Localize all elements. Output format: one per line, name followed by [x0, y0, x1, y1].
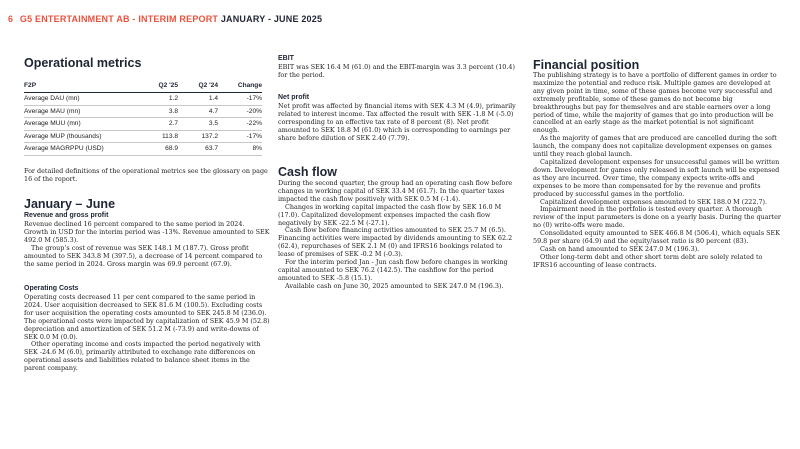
financial-position-section [533, 72, 781, 270]
operating-costs-paragraph: Other operating income and costs impacted the period negatively with SEK -24.6 M (6.0), primarily attributed to exchange rate differences on operational assets and liabilities related to balance sheet items in the parent company. [24, 340, 261, 373]
metric-name: Average DAU (mn) [24, 93, 136, 106]
metric-change: -22% [218, 118, 262, 131]
metric-name: Average MAGRPPU (USD) [24, 143, 136, 156]
ebit-paragraph: EBIT was SEK 16.4 M (61.0) and the EBIT-margin was 3.3 percent (10.4) for the period. [278, 63, 515, 79]
metric-name: Average MUP (thousands) [24, 130, 136, 143]
metric-value: 113.8 [136, 130, 178, 143]
column-header: Change [218, 81, 262, 93]
table-row [24, 93, 262, 106]
cash-flow-paragraph: For the interim period Jan - Jun cash flow before changes in working capital amounted to SEK 76.2 (142.5). The cashflow for the period amounted to SEK -5.8 (15.1). [278, 258, 508, 282]
operational-metrics-title: Operational metrics [24, 56, 142, 70]
table-row [24, 118, 262, 131]
net-profit-paragraph: Net profit was affected by financial items with SEK 4.3 M (4.9), primarily related to interest income. Tax affected the result with SEK -1.8 M (-5.0) corresponding to an effective tax rate of 8 percent (8). Net profit amounted to SEK 18.8 M (61.0) which is corresponding to earnings per share before dilution of SEK 2.40 (7.79). [278, 102, 516, 142]
table-row [24, 105, 262, 118]
financial-position-paragraph: Capitalized development expenses for unsuccessful games will be written down. Development for games only released in soft launch will be expensed as they are incurred. Over time, the company expects write-offs and expenses to be more than compensated for by the revenue and profits produced by successful games in the portfolio. [533, 157, 780, 198]
metric-value: 68.9 [136, 143, 178, 156]
operating-costs-section [24, 294, 270, 373]
financial-position-title: Financial position [533, 58, 640, 72]
operating-costs-heading: Operating Costs [24, 285, 79, 292]
revenue-paragraph: Revenue declined 16 percent compared to the same period in 2024. Growth in USD for the interim period was -13%. Revenue amounted to SEK 492.0 M (585.3). [24, 220, 270, 244]
metric-value: 3.8 [136, 105, 178, 118]
financial-position-paragraph: Capitalized development expenses amounted to SEK 188.0 M (222.7). [540, 197, 768, 206]
financial-position-paragraph: The publishing strategy is to have a portfolio of different games in order to maximize the potential and reduce risk. Multiple games are developed at any given point in time, some of these games become very successful and extremely profitable, some of these games do not become big breakthroughs but pay for themselves and are stable earners over a long period of time, while the majority of games that go into production will be cancelled at an early stage as the market potential is not significant enough. [533, 71, 777, 135]
metric-change: -17% [218, 93, 262, 106]
metric-value: 4.7 [178, 105, 218, 118]
cash-flow-paragraph: During the second quarter, the group had an operating cash flow before changes in working capital of SEK 33.4 M (61.7). In the quarter taxes impacted the cash flow positively with SEK 0.5 M (-1.4). [278, 179, 513, 203]
operating-costs-paragraph: Operating costs decreased 11 per cent compared to the same period in 2024. User acquisition decreased to SEK 81.6 M (100.5). Excluding costs for user acquisition the operating costs amounted to SEK 245.8 M (236.0). The operational costs were impacted by capitalization of SEK 45.9 M (52.8) depreciation and amortization of SEK 51.2 M (-73.9) and write-downs of SEK 0.0 M (0.0). [24, 293, 270, 341]
column-header: Q2 '24 [178, 81, 218, 93]
cash-flow-paragraph: Changes in working capital impacted the cash flow by SEK 16.0 M (17.0). Capitalized development expenses impacted the cash flow negatively by SEK -22.5 M (-27.1). [278, 202, 502, 227]
metric-change: -20% [218, 105, 262, 118]
financial-position-paragraph: Impairment need in the portfolio is tested every quarter. A thorough review of the input parameters is done on a yearly basis. During the quarter no (0) write-offs were made. [533, 205, 781, 230]
metric-change: -17% [218, 130, 262, 143]
ebit-heading: EBIT [278, 55, 294, 62]
metric-value: 137.2 [178, 130, 218, 143]
column-header: Q2 '25 [136, 81, 178, 93]
financial-position-paragraph: As the majority of games that are produced are cancelled during the soft launch, the company does not capitalize development expenses on games until they reach global launch. [533, 134, 777, 159]
revenue-heading: Revenue and gross profit [24, 212, 109, 219]
revenue-paragraph: The group’s cost of revenue was SEK 148.1 M (187.7). Gross profit amounted to SEK 343.8 M (397.5), a decrease of 14 percent compared to the same period in 2024. Gross margin was 69.9 percent (67.9). [24, 243, 263, 268]
table-row [24, 130, 262, 143]
net-profit-heading: Net profit [278, 94, 310, 101]
financial-position-paragraph: Other long-term debt and other short term debt are solely related to IFRS16 accounting of lease contracts. [533, 252, 763, 269]
metric-change: 8% [218, 143, 262, 156]
metric-name: Average MUU (mn) [24, 118, 136, 131]
metric-name: Average MAU (mn) [24, 105, 136, 118]
page-number: 6 [8, 14, 14, 24]
column-header: F2P [24, 81, 136, 93]
financial-position-paragraph: Consolidated equity amounted to SEK 466.8 M (506.4), which equals SEK 59.8 per share (64.9) and the equity/asset ratio is 80 percent (83). [533, 229, 780, 246]
metrics-note: For detailed definitions of the operational metrics see the glossary on page 16 of the report. [24, 167, 268, 183]
operational-metrics-table [24, 81, 262, 156]
metric-value: 1.2 [136, 93, 178, 106]
metric-value: 63.7 [178, 143, 218, 156]
metric-value: 3.5 [178, 118, 218, 131]
metric-value: 2.7 [136, 118, 178, 131]
report-header [8, 14, 322, 24]
table-row [24, 143, 262, 156]
table-header-row [24, 81, 262, 93]
revenue-section [24, 221, 270, 268]
financial-position-paragraph: Cash on hand amounted to SEK 247.0 M (196.3). [540, 244, 700, 253]
cash-flow-section [278, 180, 518, 291]
jan-june-title: January – June [24, 197, 116, 211]
cash-flow-paragraph: Available cash on June 30, 2025 amounted to SEK 247.0 M (196.3). [285, 281, 504, 290]
company-name: G5 ENTERTAINMENT AB - INTERIM REPORT [19, 14, 219, 24]
cash-flow-title: Cash flow [278, 165, 338, 179]
cash-flow-paragraph: Cash flow before financing activities amounted to SEK 25.7 M (6.5). Financing activities were impacted by dividends amounting to SEK 62.2 (62.4), repurchases of SEK 2.1 M (0) and IFRS16 bookings related to lease of premises of SEK -0.2 M (-0.3). [278, 226, 513, 259]
metric-value: 1.4 [178, 93, 218, 106]
report-period: JANUARY - JUNE 2025 [220, 14, 323, 24]
